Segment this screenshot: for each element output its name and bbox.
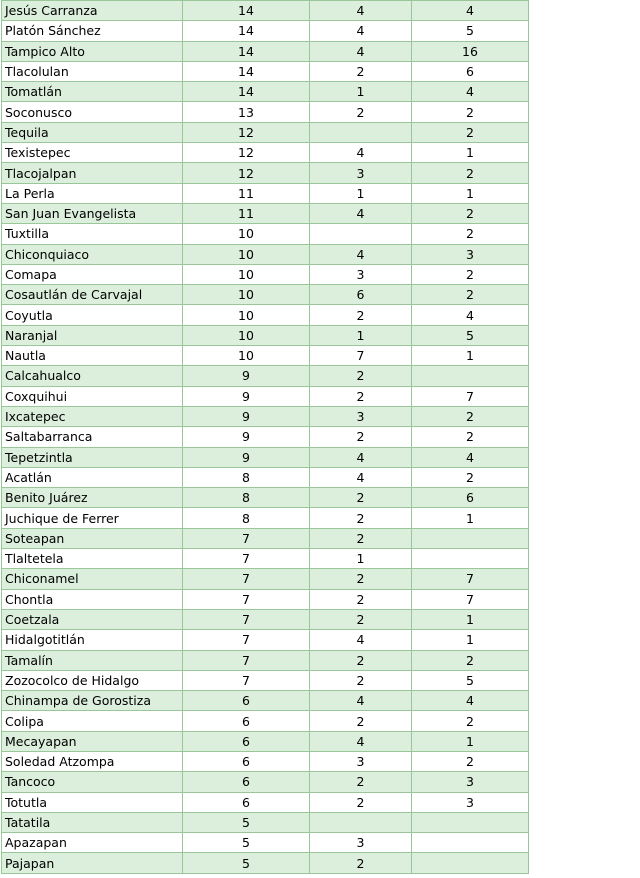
value-col-3-cell: 2 (412, 264, 529, 284)
value-col-3-cell: 6 (412, 61, 529, 81)
value-col-3-cell (412, 528, 529, 548)
value-col-2-cell: 2 (310, 670, 412, 690)
municipality-cell: La Perla (2, 183, 183, 203)
table-row (2, 792, 529, 812)
value-col-2-cell: 2 (310, 650, 412, 670)
value-col-3-cell: 1 (412, 346, 529, 366)
table-row (2, 650, 529, 670)
municipality-cell: Soledad Atzompa (2, 751, 183, 771)
value-col-2-cell: 1 (310, 183, 412, 203)
value-col-3-cell: 2 (412, 163, 529, 183)
value-col-1-cell: 7 (183, 650, 310, 670)
value-col-3-cell: 2 (412, 285, 529, 305)
value-col-2-cell: 2 (310, 711, 412, 731)
value-col-3-cell: 5 (412, 325, 529, 345)
value-col-2-cell (310, 122, 412, 142)
value-col-2-cell: 4 (310, 447, 412, 467)
value-col-3-cell (412, 812, 529, 832)
table-row (2, 264, 529, 284)
value-col-1-cell: 9 (183, 427, 310, 447)
value-col-2-cell: 2 (310, 61, 412, 81)
value-col-1-cell: 14 (183, 21, 310, 41)
table-row (2, 609, 529, 629)
municipality-cell: Soconusco (2, 102, 183, 122)
table-row (2, 366, 529, 386)
table-row (2, 853, 529, 873)
value-col-3-cell: 4 (412, 1, 529, 21)
value-col-3-cell: 7 (412, 569, 529, 589)
municipality-table (1, 0, 529, 874)
table-row (2, 691, 529, 711)
value-col-2-cell: 4 (310, 41, 412, 61)
value-col-2-cell: 3 (310, 751, 412, 771)
value-col-3-cell: 2 (412, 224, 529, 244)
table-row (2, 711, 529, 731)
value-col-3-cell: 4 (412, 82, 529, 102)
table-row (2, 549, 529, 569)
value-col-1-cell: 10 (183, 244, 310, 264)
table-row (2, 21, 529, 41)
value-col-1-cell: 6 (183, 691, 310, 711)
value-col-3-cell: 2 (412, 427, 529, 447)
value-col-1-cell: 7 (183, 528, 310, 548)
value-col-2-cell: 3 (310, 833, 412, 853)
table-row (2, 305, 529, 325)
table-row (2, 731, 529, 751)
table-row (2, 325, 529, 345)
value-col-3-cell (412, 366, 529, 386)
value-col-3-cell: 3 (412, 244, 529, 264)
municipality-cell: Saltabarranca (2, 427, 183, 447)
table-row (2, 427, 529, 447)
value-col-1-cell: 9 (183, 406, 310, 426)
value-col-3-cell: 7 (412, 589, 529, 609)
value-col-1-cell: 7 (183, 569, 310, 589)
municipality-cell: Tlacojalpan (2, 163, 183, 183)
value-col-1-cell: 8 (183, 467, 310, 487)
value-col-2-cell: 2 (310, 102, 412, 122)
value-col-1-cell: 9 (183, 386, 310, 406)
municipality-cell: Colipa (2, 711, 183, 731)
table-row (2, 386, 529, 406)
value-col-1-cell: 14 (183, 1, 310, 21)
value-col-1-cell: 12 (183, 122, 310, 142)
value-col-1-cell: 14 (183, 82, 310, 102)
value-col-3-cell: 7 (412, 386, 529, 406)
value-col-3-cell (412, 833, 529, 853)
value-col-3-cell (412, 549, 529, 569)
value-col-2-cell: 4 (310, 21, 412, 41)
value-col-1-cell: 13 (183, 102, 310, 122)
value-col-2-cell: 2 (310, 569, 412, 589)
value-col-2-cell: 7 (310, 346, 412, 366)
value-col-2-cell: 2 (310, 386, 412, 406)
value-col-3-cell: 5 (412, 21, 529, 41)
municipality-cell: San Juan Evangelista (2, 203, 183, 223)
table-row (2, 467, 529, 487)
municipality-cell: Nautla (2, 346, 183, 366)
value-col-3-cell: 6 (412, 488, 529, 508)
value-col-2-cell: 4 (310, 467, 412, 487)
municipality-cell: Naranjal (2, 325, 183, 345)
value-col-1-cell: 7 (183, 609, 310, 629)
value-col-2-cell: 4 (310, 731, 412, 751)
municipality-cell: Tatatila (2, 812, 183, 832)
value-col-1-cell: 10 (183, 285, 310, 305)
value-col-3-cell: 2 (412, 650, 529, 670)
table-row (2, 163, 529, 183)
table-row (2, 346, 529, 366)
value-col-2-cell: 2 (310, 792, 412, 812)
table-row (2, 508, 529, 528)
value-col-1-cell: 5 (183, 853, 310, 873)
table-row (2, 102, 529, 122)
value-col-1-cell: 10 (183, 325, 310, 345)
value-col-3-cell: 2 (412, 751, 529, 771)
municipality-cell: Coyutla (2, 305, 183, 325)
table-row (2, 812, 529, 832)
value-col-1-cell: 14 (183, 41, 310, 61)
table-row (2, 630, 529, 650)
table-row (2, 183, 529, 203)
value-col-1-cell: 10 (183, 305, 310, 325)
table-row (2, 224, 529, 244)
value-col-3-cell: 5 (412, 670, 529, 690)
value-col-2-cell (310, 224, 412, 244)
municipality-cell: Tequila (2, 122, 183, 142)
value-col-3-cell: 2 (412, 406, 529, 426)
value-col-1-cell: 8 (183, 508, 310, 528)
table-row (2, 772, 529, 792)
municipality-cell: Benito Juárez (2, 488, 183, 508)
table-row (2, 1, 529, 21)
value-col-3-cell: 1 (412, 183, 529, 203)
value-col-3-cell: 2 (412, 711, 529, 731)
value-col-2-cell: 1 (310, 82, 412, 102)
value-col-2-cell: 1 (310, 325, 412, 345)
value-col-1-cell: 7 (183, 670, 310, 690)
municipality-cell: Hidalgotitlán (2, 630, 183, 650)
value-col-2-cell: 6 (310, 285, 412, 305)
table-row (2, 41, 529, 61)
value-col-2-cell: 4 (310, 143, 412, 163)
value-col-2-cell: 4 (310, 1, 412, 21)
municipality-cell: Apazapan (2, 833, 183, 853)
table-row (2, 61, 529, 81)
value-col-1-cell: 12 (183, 163, 310, 183)
municipality-cell: Coetzala (2, 609, 183, 629)
municipality-cell: Soteapan (2, 528, 183, 548)
municipality-cell: Chinampa de Gorostiza (2, 691, 183, 711)
value-col-3-cell: 16 (412, 41, 529, 61)
municipality-cell: Platón Sánchez (2, 21, 183, 41)
value-col-2-cell: 3 (310, 406, 412, 426)
municipality-cell: Tomatlán (2, 82, 183, 102)
municipality-cell: Ixcatepec (2, 406, 183, 426)
table-row (2, 203, 529, 223)
table-row (2, 122, 529, 142)
table-row (2, 82, 529, 102)
municipality-cell: Comapa (2, 264, 183, 284)
value-col-1-cell: 10 (183, 346, 310, 366)
table-row (2, 589, 529, 609)
value-col-3-cell: 1 (412, 609, 529, 629)
municipality-cell: Tlaltetela (2, 549, 183, 569)
value-col-1-cell: 9 (183, 366, 310, 386)
municipality-cell: Tampico Alto (2, 41, 183, 61)
value-col-3-cell: 1 (412, 630, 529, 650)
value-col-3-cell (412, 853, 529, 873)
value-col-1-cell: 8 (183, 488, 310, 508)
value-col-1-cell: 10 (183, 224, 310, 244)
municipality-cell: Tamalín (2, 650, 183, 670)
value-col-2-cell: 3 (310, 163, 412, 183)
value-col-2-cell: 2 (310, 853, 412, 873)
municipality-cell: Chontla (2, 589, 183, 609)
municipality-cell: Coxquihui (2, 386, 183, 406)
data-table-container (1, 0, 529, 874)
value-col-2-cell: 1 (310, 549, 412, 569)
value-col-2-cell: 2 (310, 488, 412, 508)
value-col-2-cell: 2 (310, 366, 412, 386)
table-row (2, 488, 529, 508)
municipality-cell: Tlacolulan (2, 61, 183, 81)
value-col-2-cell: 4 (310, 691, 412, 711)
value-col-1-cell: 14 (183, 61, 310, 81)
municipality-cell: Acatlán (2, 467, 183, 487)
value-col-1-cell: 11 (183, 203, 310, 223)
value-col-1-cell: 7 (183, 630, 310, 650)
municipality-cell: Calcahualco (2, 366, 183, 386)
municipality-cell: Pajapan (2, 853, 183, 873)
value-col-2-cell: 2 (310, 609, 412, 629)
municipality-cell: Jesús Carranza (2, 1, 183, 21)
table-row (2, 447, 529, 467)
value-col-1-cell: 5 (183, 812, 310, 832)
value-col-2-cell: 2 (310, 772, 412, 792)
municipality-cell: Juchique de Ferrer (2, 508, 183, 528)
value-col-2-cell: 4 (310, 203, 412, 223)
value-col-2-cell: 2 (310, 528, 412, 548)
table-row (2, 406, 529, 426)
value-col-3-cell: 2 (412, 102, 529, 122)
value-col-3-cell: 2 (412, 203, 529, 223)
municipality-cell: Mecayapan (2, 731, 183, 751)
municipality-cell: Cosautlán de Carvajal (2, 285, 183, 305)
value-col-1-cell: 6 (183, 792, 310, 812)
value-col-3-cell: 3 (412, 772, 529, 792)
value-col-3-cell: 1 (412, 508, 529, 528)
table-row (2, 244, 529, 264)
value-col-1-cell: 12 (183, 143, 310, 163)
value-col-3-cell: 1 (412, 731, 529, 751)
value-col-1-cell: 6 (183, 731, 310, 751)
value-col-2-cell: 4 (310, 244, 412, 264)
value-col-1-cell: 7 (183, 549, 310, 569)
municipality-cell: Chiconamel (2, 569, 183, 589)
table-row (2, 143, 529, 163)
value-col-3-cell: 1 (412, 143, 529, 163)
value-col-3-cell: 4 (412, 447, 529, 467)
municipality-cell: Texistepec (2, 143, 183, 163)
value-col-1-cell: 11 (183, 183, 310, 203)
value-col-3-cell: 2 (412, 122, 529, 142)
value-col-2-cell: 2 (310, 427, 412, 447)
municipality-cell: Tuxtilla (2, 224, 183, 244)
value-col-1-cell: 6 (183, 751, 310, 771)
value-col-1-cell: 10 (183, 264, 310, 284)
table-row (2, 285, 529, 305)
table-body (2, 1, 529, 874)
value-col-2-cell: 3 (310, 264, 412, 284)
value-col-2-cell (310, 812, 412, 832)
municipality-cell: Chiconquiaco (2, 244, 183, 264)
value-col-3-cell: 4 (412, 305, 529, 325)
value-col-1-cell: 6 (183, 711, 310, 731)
table-row (2, 670, 529, 690)
value-col-2-cell: 2 (310, 305, 412, 325)
value-col-1-cell: 5 (183, 833, 310, 853)
value-col-2-cell: 2 (310, 589, 412, 609)
municipality-cell: Totutla (2, 792, 183, 812)
table-row (2, 528, 529, 548)
value-col-1-cell: 6 (183, 772, 310, 792)
value-col-3-cell: 2 (412, 467, 529, 487)
value-col-3-cell: 4 (412, 691, 529, 711)
table-row (2, 833, 529, 853)
table-row (2, 751, 529, 771)
municipality-cell: Tepetzintla (2, 447, 183, 467)
value-col-1-cell: 9 (183, 447, 310, 467)
value-col-3-cell: 3 (412, 792, 529, 812)
municipality-cell: Tancoco (2, 772, 183, 792)
value-col-1-cell: 7 (183, 589, 310, 609)
municipality-cell: Zozocolco de Hidalgo (2, 670, 183, 690)
value-col-2-cell: 4 (310, 630, 412, 650)
value-col-2-cell: 2 (310, 508, 412, 528)
table-row (2, 569, 529, 589)
